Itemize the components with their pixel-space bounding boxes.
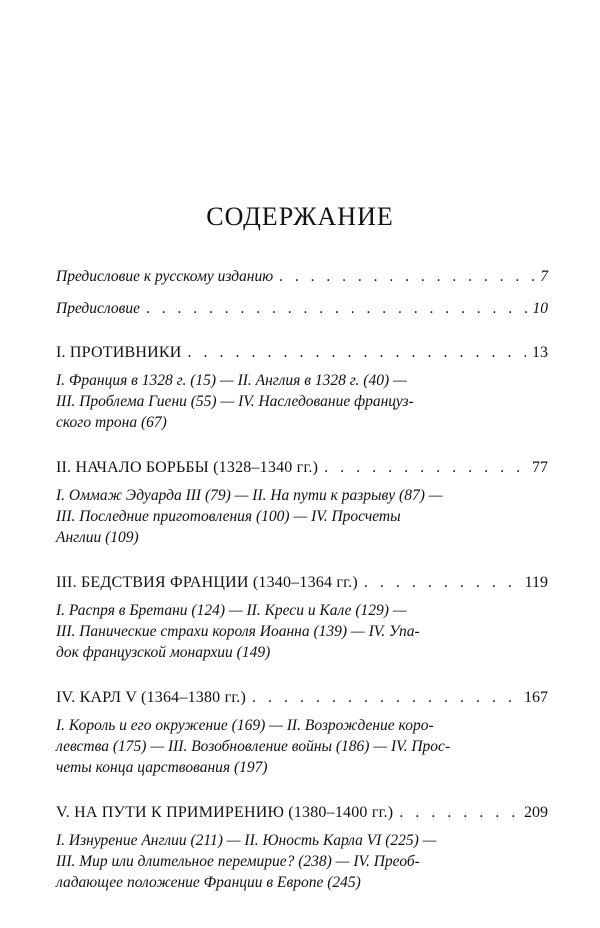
chapter-title: III. БЕДСТВИЯ ФРАНЦИИ (1340–1364 гг.): [56, 574, 358, 591]
dot-leader: [279, 268, 534, 286]
section-line: I. Франция в 1328 г. (15) — II. Англия в 1328 г. (40) —: [56, 372, 407, 389]
section-line: I. Оммаж Эдуарда III (79) — II. На пути к разрыву (87) —: [56, 487, 443, 504]
section-line: док французской монархии (149): [56, 644, 271, 661]
dot-leader: [252, 689, 518, 707]
chapter-title: V. НА ПУТИ К ПРИМИРЕНИЮ (1380–1400 гг.): [56, 804, 394, 821]
chapter-heading[interactable]: [56, 344, 548, 362]
section-line: I. Распря в Бретани (124) — II. Креси и Кале (129) —: [56, 602, 407, 619]
section-line: Англии (109): [56, 529, 139, 546]
chapter-entry: [56, 344, 548, 433]
chapter-entry: [56, 459, 548, 548]
chapter-sections: [56, 830, 548, 893]
chapter-entry: [56, 804, 548, 893]
toc-entry-page: 7: [540, 268, 548, 285]
chapter-page: 209: [524, 804, 548, 821]
section-line: III. Последние приготовления (100) — IV. Просчеты: [56, 508, 401, 525]
chapter-title: I. ПРОТИВНИКИ: [56, 344, 182, 361]
toc-entry-preface-russian-edition[interactable]: [56, 268, 548, 286]
chapter-entry: [56, 689, 548, 778]
chapter-sections: [56, 715, 548, 778]
chapter-page: 77: [532, 459, 548, 476]
dot-leader: [399, 804, 518, 822]
chapter-heading[interactable]: [56, 689, 548, 707]
chapter-entry: [56, 574, 548, 663]
section-line: четы конца царствования (197): [56, 759, 268, 776]
section-line: левства (175) — III. Возобновление войны (186) — IV. Прос-: [56, 738, 451, 755]
toc-entry-label: Предисловие к русскому изданию: [56, 268, 274, 285]
dot-leader: [324, 459, 526, 477]
section-line: III. Мир или длительное перемирие? (238) — IV. Преоб-: [56, 853, 420, 870]
section-line: I. Изнурение Англии (211) — II. Юность Карла VI (225) —: [56, 832, 437, 849]
section-line: III. Проблема Гиени (55) — IV. Наследование француз-: [56, 393, 414, 410]
toc-entry-page: 10: [532, 300, 548, 317]
dot-leader: [187, 344, 526, 362]
chapter-sections: [56, 370, 548, 433]
chapter-sections: [56, 485, 548, 548]
section-line: ладающее положение Франции в Европе (245): [56, 874, 361, 891]
chapter-page: 119: [524, 574, 548, 591]
table-of-contents: [56, 268, 548, 893]
chapter-sections: [56, 600, 548, 663]
toc-entry-preface[interactable]: [56, 300, 548, 318]
chapter-heading[interactable]: [56, 574, 548, 592]
chapter-heading[interactable]: [56, 459, 548, 477]
dot-leader: [146, 300, 527, 318]
chapter-title: II. НАЧАЛО БОРЬБЫ (1328–1340 гг.): [56, 459, 319, 476]
section-line: ского трона (67): [56, 414, 167, 431]
section-line: III. Панические страхи короля Иоанна (139) — IV. Упа-: [56, 623, 420, 640]
chapter-heading[interactable]: [56, 804, 548, 822]
section-line: I. Король и его окружение (169) — II. Возрождение коро-: [56, 717, 434, 734]
chapter-page: 13: [532, 344, 548, 361]
chapter-title: IV. КАРЛ V (1364–1380 гг.): [56, 689, 247, 706]
toc-entry-label: Предисловие: [56, 300, 140, 317]
chapter-page: 167: [524, 689, 548, 706]
dot-leader: [364, 574, 519, 592]
page-title: СОДЕРЖАНИЕ: [206, 202, 394, 231]
